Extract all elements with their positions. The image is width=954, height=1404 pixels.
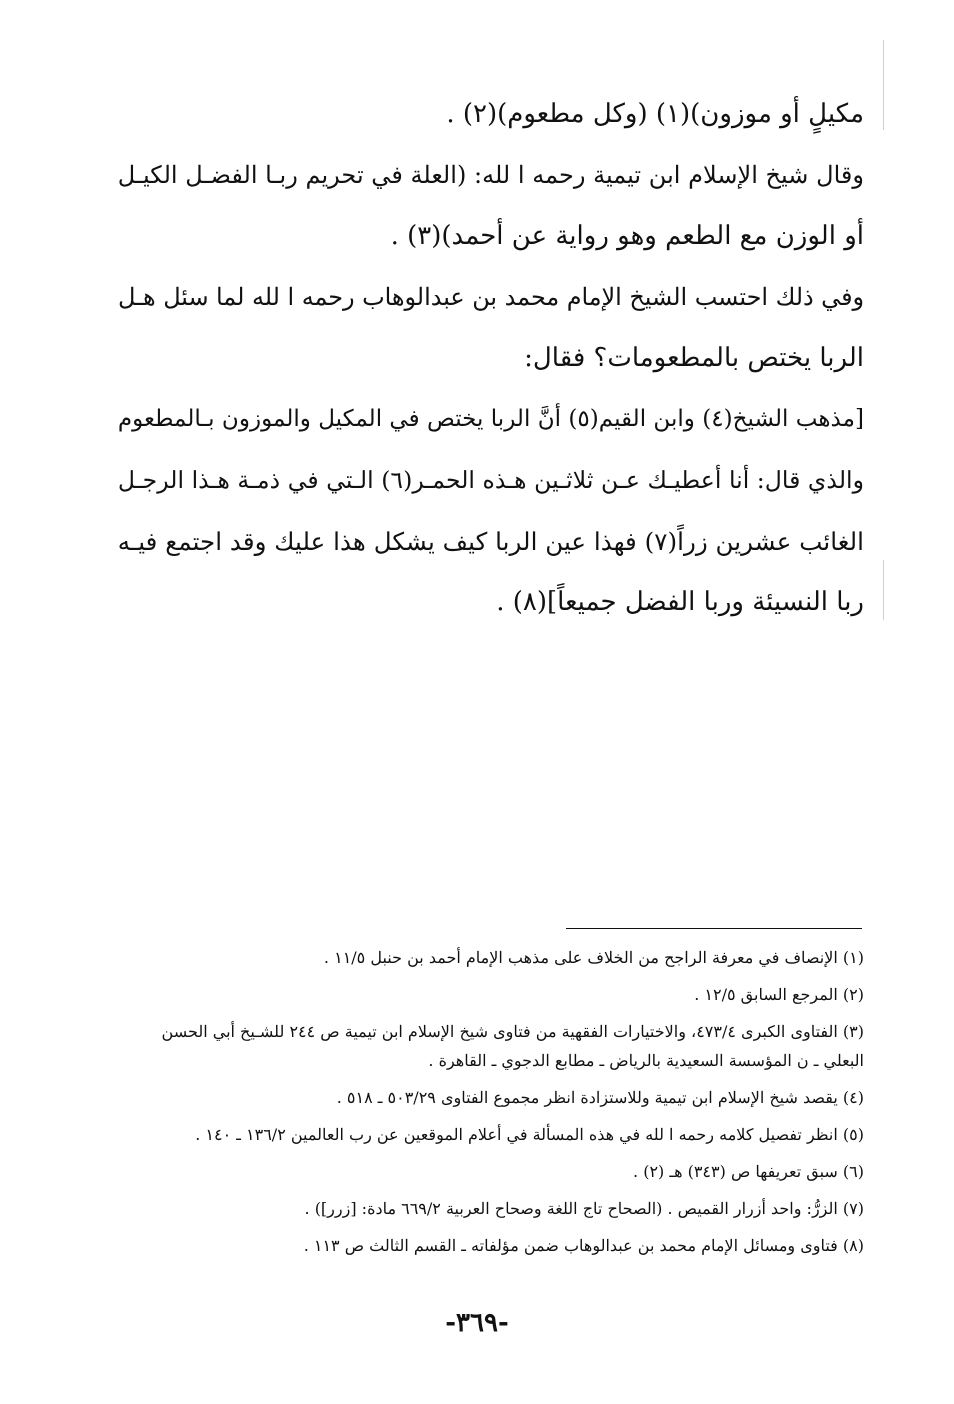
footnote-3-continued: البعلي ـ ن المؤسسة السعيدية بالرياض ـ مطابع الدجوي ـ القاهرة . (428, 1051, 864, 1070)
footnotes (110, 945, 864, 1270)
footnote-2: (٢) المرجع السابق ١٢/٥ . (694, 985, 864, 1004)
paragraph-2 (110, 145, 864, 267)
footnote-6: (٦) سبق تعريفها ص (٣٤٣) هـ (٢) . (633, 1162, 864, 1181)
page-number: -٣٦٩- (445, 1308, 509, 1338)
paragraph-3 (110, 267, 864, 389)
main-text (110, 84, 864, 633)
text-line: أو الوزن مع الطعم وهو رواية عن أحمد)(٣) . (390, 221, 864, 251)
footnote-7: (٧) الزرُّ: واحد أزرار القميص . (الصحاح تاج اللغة وصحاح العربية ٦٦٩/٢ مادة: [زرر]) . (304, 1199, 864, 1218)
text-line: وقال شيخ الإسلام ابن تيمية رحمه ا لله: (العلة في تحريم ربـا الفضـل الكيـل (117, 161, 864, 189)
text-line: [مذهب الشيخ(٤) وابن القيم(٥) أنَّ الربا يختص في المكيل والموزون بـالمطعوم (117, 406, 864, 432)
text-line: الغائب عشرين زراً(٧) فهذا عين الربا كيف يشكل هذا عليك وقد اجتمع فيـه (117, 527, 864, 556)
text-line: ربا النسيئة وربا الفضل جميعاً](٨) . (496, 587, 864, 617)
footnote-3: (٣) الفتاوى الكبرى ٤٧٣/٤، والاختيارات الفقهية من فتاوى شيخ الإسلام ابن تيمية ص ٢٤٤ للشـيخ أبي الحسن (161, 1022, 864, 1041)
footnote-separator (566, 928, 862, 929)
footnote-1: (١) الإنصاف في معرفة الراجح من الخلاف على مذهب الإمام أحمد بن حنبل ١١/٥ . (323, 948, 864, 967)
paragraph-4-quote (110, 389, 864, 633)
text-line: والذي قال: أنا أعطيـك عـن ثلاثـين هـذه الحمـر(٦) الـتي في ذمـة هـذا الرجـل (117, 466, 864, 494)
text-line: مكيلٍ أو موزون)(١) (وكل مطعوم)(٢) . (446, 99, 864, 129)
text-line: وفي ذلك احتسب الشيخ الإمام محمد بن عبدالوهاب رحمه ا لله لما سئل هـل (117, 283, 864, 311)
margin-mark (883, 560, 884, 620)
footnote-4: (٤) يقصد شيخ الإسلام ابن تيمية وللاستزادة انظر مجموع الفتاوى ٥٠٣/٢٩ ـ ٥١٨ . (336, 1088, 864, 1107)
footnote-8: (٨) فتاوى ومسائل الإمام محمد بن عبدالوهاب ضمن مؤلفاته ـ القسم الثالث ص ١١٣ . (303, 1236, 864, 1255)
text-line: الربا يختص بالمطعومات؟ فقال: (524, 343, 864, 373)
margin-mark (883, 40, 884, 130)
paragraph-1 (110, 84, 864, 145)
footnote-5: (٥) انظر تفصيل كلامه رحمه ا لله في هذه المسألة في أعلام الموقعين عن رب العالمين ١٣٦/٢ ـ ١٤٠ . (195, 1125, 864, 1144)
